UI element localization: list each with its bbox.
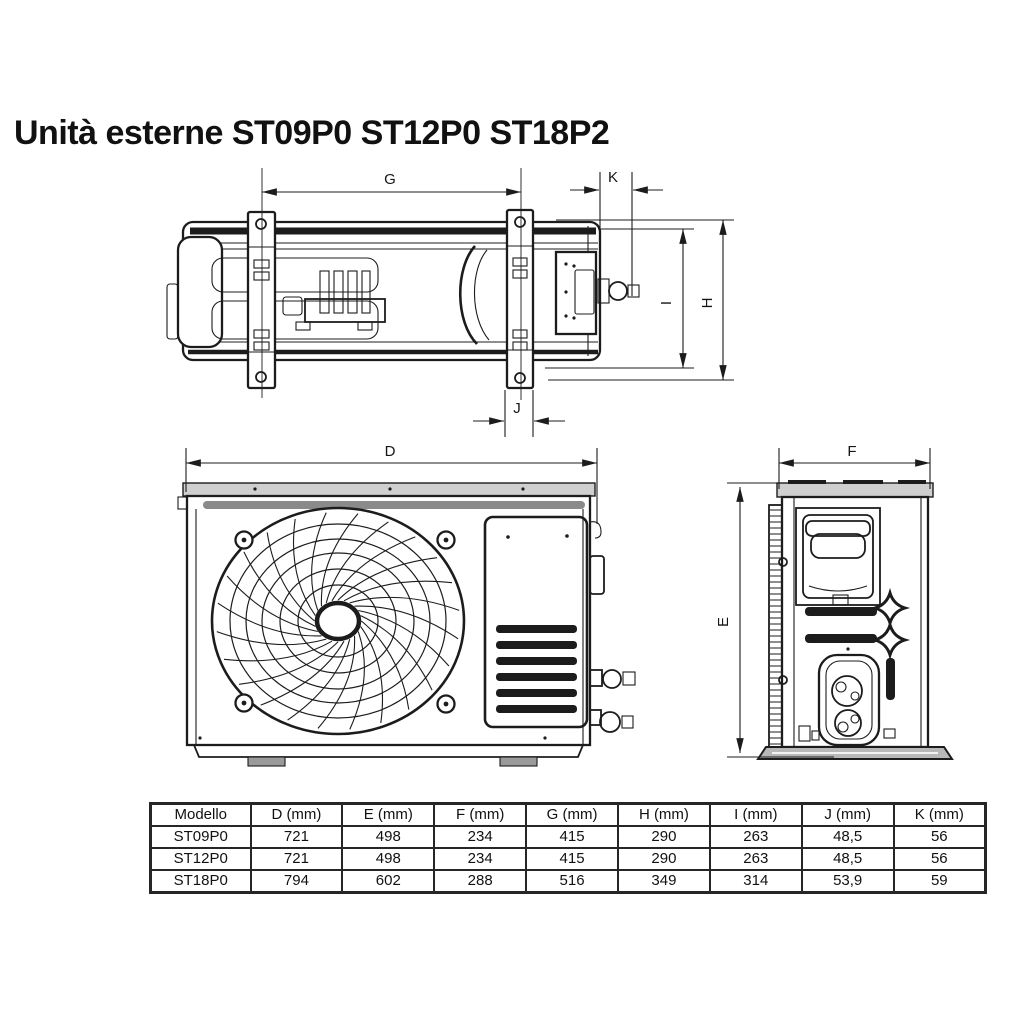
mounting-bracket-right (507, 210, 533, 388)
refrigerant-valves (590, 670, 635, 732)
front-view-drawing (178, 483, 635, 766)
table-cell: 314 (710, 870, 802, 893)
foot-right (500, 757, 537, 766)
dim-label-j: J (513, 400, 521, 417)
table-header-modello: Modello (151, 804, 251, 827)
dim-label-e: E (715, 616, 732, 628)
table-cell: 290 (618, 848, 710, 870)
table-header-f: F (mm) (434, 804, 526, 827)
table-cell: ST18P0 (151, 870, 251, 893)
table-cell: ST09P0 (151, 826, 251, 848)
table-cell: 721 (251, 826, 343, 848)
table-cell: 516 (526, 870, 618, 893)
table-header-row (151, 804, 986, 827)
dim-label-i: I (658, 300, 675, 306)
table-cell: 602 (342, 870, 434, 893)
table-cell: 263 (710, 826, 802, 848)
table-cell: 48,5 (802, 826, 894, 848)
table-header-k: K (mm) (894, 804, 986, 827)
table-cell: 415 (526, 826, 618, 848)
service-valve (598, 279, 639, 303)
table-cell: 56 (894, 848, 986, 870)
table-cell: 290 (618, 826, 710, 848)
table-row (151, 848, 986, 870)
top-view-drawing (167, 168, 639, 400)
table-cell: 59 (894, 870, 986, 893)
pipe-hook (590, 522, 601, 538)
table-cell: 498 (342, 848, 434, 870)
table-cell: 263 (710, 848, 802, 870)
dim-label-d: D (384, 443, 396, 460)
mounting-bracket-left (248, 212, 275, 388)
table-header-e: E (mm) (342, 804, 434, 827)
table-header-j: J (mm) (802, 804, 894, 827)
table-header-d: D (mm) (251, 804, 343, 827)
table-row (151, 870, 986, 893)
dim-label-f: F (847, 443, 857, 460)
dimensions-table (149, 802, 987, 894)
left-end-cap (167, 237, 222, 347)
table-header-g: G (mm) (526, 804, 618, 827)
side-view-drawing (758, 480, 952, 759)
table-header-h: H (mm) (618, 804, 710, 827)
table-cell: 415 (526, 848, 618, 870)
table-cell: 721 (251, 848, 343, 870)
table-cell: 234 (434, 848, 526, 870)
foot-left (248, 757, 285, 766)
fan-hub (317, 603, 359, 639)
table-cell: ST12P0 (151, 848, 251, 870)
table-cell: 288 (434, 870, 526, 893)
table-cell: 48,5 (802, 848, 894, 870)
table-header-i: I (mm) (710, 804, 802, 827)
dim-label-g: G (384, 171, 396, 188)
table-row (151, 826, 986, 848)
table-cell: 56 (894, 826, 986, 848)
page-title: Unità esterne ST09P0 ST12P0 ST18P2 (14, 114, 610, 152)
table-cell: 498 (342, 826, 434, 848)
pipe-bracket (590, 556, 604, 594)
electrical-box (556, 252, 596, 334)
table-cell: 349 (618, 870, 710, 893)
table-cell: 794 (251, 870, 343, 893)
table-cell: 234 (434, 826, 526, 848)
dim-label-k: K (607, 169, 619, 186)
dim-label-h: H (699, 297, 716, 309)
table-cell: 53,9 (802, 870, 894, 893)
